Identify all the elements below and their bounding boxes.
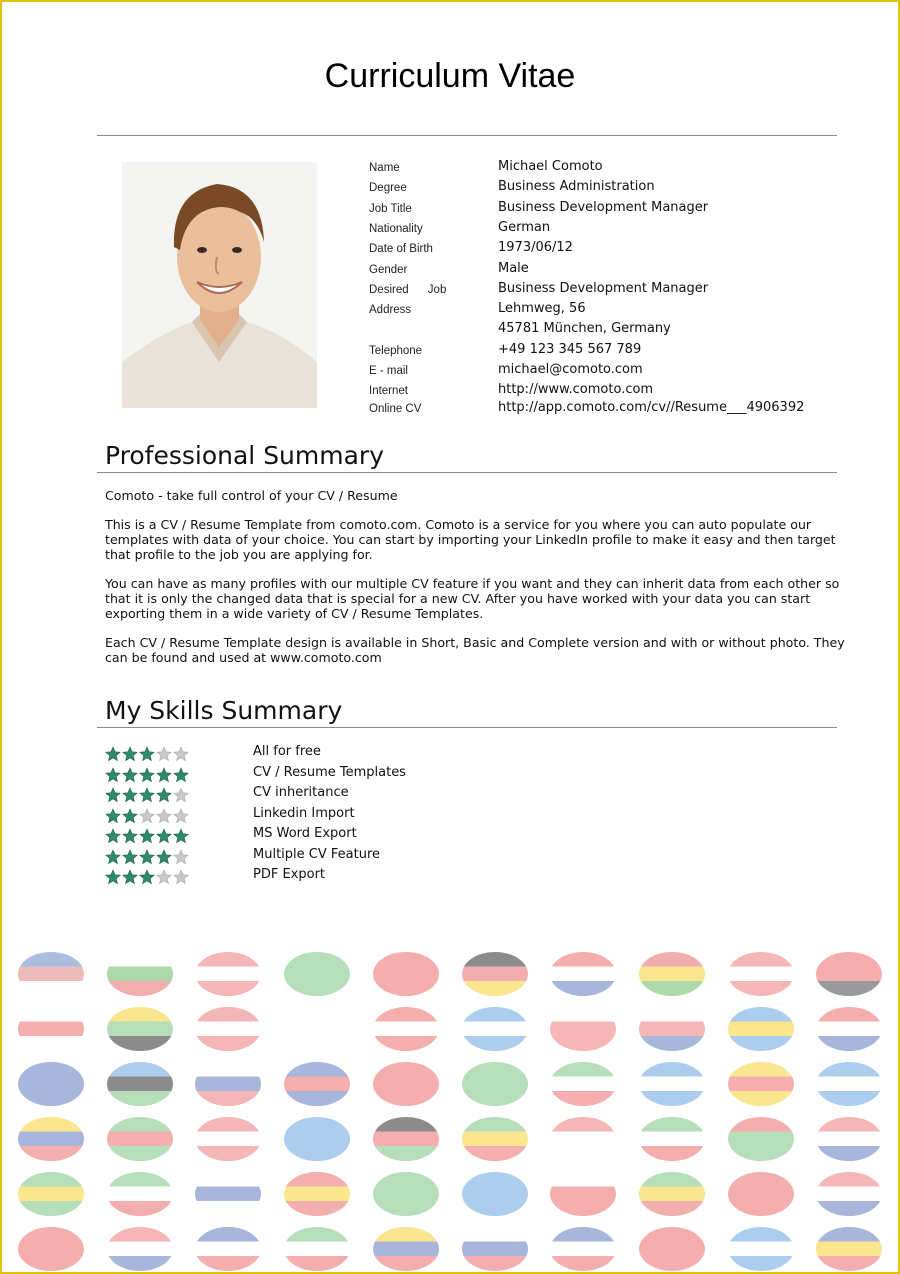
star-filled-icon xyxy=(139,767,155,783)
skill-name: All for free xyxy=(253,744,321,759)
info-row-email xyxy=(369,362,839,382)
skill-item xyxy=(105,847,605,867)
info-value: Lehmweg, 56 xyxy=(498,301,586,317)
info-value: Business Development Manager xyxy=(498,280,709,296)
info-label: Date of Birth xyxy=(369,243,433,256)
star-empty-icon xyxy=(173,787,189,803)
skill-item xyxy=(105,744,605,764)
skills-summary-divider xyxy=(97,727,837,728)
document-title: Curriculum Vitae xyxy=(324,57,576,95)
flag-icon xyxy=(373,952,439,996)
flag-icon xyxy=(18,1117,84,1161)
flag-icon xyxy=(816,1007,882,1051)
flag-icon xyxy=(816,1062,882,1106)
flag-icon xyxy=(728,1227,794,1271)
star-filled-icon xyxy=(173,828,189,844)
skills-summary-heading: My Skills Summary xyxy=(105,696,343,725)
skill-item xyxy=(105,867,605,887)
skill-name: PDF Export xyxy=(253,867,326,882)
professional-summary-divider xyxy=(97,472,837,473)
star-filled-icon xyxy=(105,849,121,865)
info-row-address xyxy=(369,301,839,321)
star-filled-icon xyxy=(105,746,121,762)
flag-icon xyxy=(550,1062,616,1106)
flag-icon xyxy=(550,1117,616,1161)
skill-item xyxy=(105,765,605,785)
flag-icon xyxy=(18,1007,84,1051)
skill-rating xyxy=(105,828,190,844)
flag-icon xyxy=(107,1172,173,1216)
info-value: Michael Comoto xyxy=(498,159,603,174)
star-filled-icon xyxy=(122,808,138,824)
flag-icon xyxy=(195,1062,261,1106)
skill-name: MS Word Export xyxy=(253,826,357,841)
title-divider xyxy=(97,135,837,136)
info-row-desired-job xyxy=(369,281,839,301)
star-filled-icon xyxy=(105,808,121,824)
flag-icon xyxy=(728,1117,794,1161)
star-filled-icon xyxy=(156,767,172,783)
info-value[interactable]: michael@comoto.com xyxy=(498,362,643,377)
star-filled-icon xyxy=(122,746,138,762)
star-filled-icon xyxy=(139,746,155,762)
star-filled-icon xyxy=(139,787,155,803)
info-label: Online CV xyxy=(369,403,422,415)
star-filled-icon xyxy=(122,869,138,885)
info-value: German xyxy=(498,219,551,235)
summary-paragraph: Each CV / Resume Template design is available in Short, Basic and Complete version and with or without photo. They can be found and used at www.comoto.com xyxy=(105,635,845,666)
star-filled-icon xyxy=(105,767,121,783)
info-row-nationality xyxy=(369,220,839,240)
flag-icon xyxy=(639,952,705,996)
flag-icon xyxy=(462,1227,528,1271)
flag-icon xyxy=(107,1117,173,1161)
flag-icon xyxy=(728,1172,794,1216)
flag-icon xyxy=(639,1172,705,1216)
info-row-online-cv xyxy=(369,400,839,420)
flag-icon xyxy=(462,1062,528,1106)
star-empty-icon xyxy=(156,808,172,824)
flag-icon xyxy=(18,1062,84,1106)
flag-icon xyxy=(550,952,616,996)
flag-icon xyxy=(18,952,84,996)
flag-icon xyxy=(373,1117,439,1161)
star-filled-icon xyxy=(105,787,121,803)
star-filled-icon xyxy=(139,869,155,885)
skill-item xyxy=(105,826,605,846)
flag-icon xyxy=(195,1172,261,1216)
info-label: Nationality xyxy=(369,222,423,235)
info-value: Business Development Manager xyxy=(498,199,709,215)
skill-rating xyxy=(105,808,190,824)
skill-name: CV / Resume Templates xyxy=(253,764,406,780)
star-filled-icon xyxy=(139,828,155,844)
skill-item xyxy=(105,785,605,805)
flag-icon xyxy=(107,952,173,996)
info-label: Job Title xyxy=(369,202,412,215)
star-filled-icon xyxy=(156,828,172,844)
flag-icon xyxy=(550,1007,616,1051)
info-label: E - mail xyxy=(369,365,408,377)
flag-icon xyxy=(550,1172,616,1216)
info-label: Degree xyxy=(369,182,407,195)
flag-icon xyxy=(816,1227,882,1271)
skill-rating xyxy=(105,746,190,762)
star-filled-icon xyxy=(105,828,121,844)
flag-icon xyxy=(462,1117,528,1161)
star-filled-icon xyxy=(122,828,138,844)
flag-background xyxy=(2,942,898,1272)
star-empty-icon xyxy=(139,808,155,824)
flag-icon xyxy=(284,1062,350,1106)
info-value: Male xyxy=(498,260,529,276)
flag-icon xyxy=(107,1227,173,1271)
info-value: Business Administration xyxy=(498,179,655,195)
skill-item xyxy=(105,806,605,826)
flag-icon xyxy=(284,1227,350,1271)
star-filled-icon xyxy=(173,767,189,783)
profile-photo xyxy=(122,162,317,408)
flag-icon xyxy=(373,1062,439,1106)
star-empty-icon xyxy=(173,746,189,762)
info-value[interactable]: http://app.comoto.com/cv//Resume___4906392 xyxy=(498,400,805,415)
star-filled-icon xyxy=(122,767,138,783)
flag-icon xyxy=(639,1062,705,1106)
flag-icon xyxy=(816,952,882,996)
flag-icon xyxy=(284,1117,350,1161)
info-row-telephone xyxy=(369,342,839,362)
info-value: +49 123 345 567 789 xyxy=(498,341,642,357)
flag-icon xyxy=(816,1117,882,1161)
flag-icon xyxy=(816,1172,882,1216)
flag-icon xyxy=(195,1007,261,1051)
info-row-gender xyxy=(369,261,839,281)
summary-paragraph: This is a CV / Resume Template from comoto.com. Comoto is a service for you where you can auto populate our templates with data of your choice. You can start by importing your LinkedIn profile to make it easy and then target that profile to the job you are applying for. xyxy=(105,517,836,562)
flag-icon xyxy=(373,1227,439,1271)
info-row-job-title xyxy=(369,200,839,220)
info-label: Internet xyxy=(369,385,408,398)
info-row-address-line2 xyxy=(369,321,839,341)
info-value: 45781 München, Germany xyxy=(498,321,671,337)
flag-icon xyxy=(195,952,261,996)
star-empty-icon xyxy=(156,869,172,885)
flag-icon xyxy=(639,1227,705,1271)
flag-icon xyxy=(195,1117,261,1161)
star-filled-icon xyxy=(105,869,121,885)
professional-summary-heading: Professional Summary xyxy=(105,441,385,470)
flag-icon xyxy=(18,1227,84,1271)
info-label: Name xyxy=(369,162,400,174)
flag-icon xyxy=(284,1172,350,1216)
flag-icon xyxy=(462,952,528,996)
flag-icon xyxy=(728,1062,794,1106)
info-row-dob xyxy=(369,240,839,260)
skill-name: CV inheritance xyxy=(253,785,349,800)
flag-icon xyxy=(284,1007,350,1051)
skill-rating xyxy=(105,767,190,783)
flag-icon xyxy=(462,1007,528,1051)
info-label: Desired Job xyxy=(369,283,447,296)
flag-icon xyxy=(462,1172,528,1216)
info-label: Address xyxy=(369,304,412,317)
flag-icon xyxy=(639,1117,705,1161)
star-filled-icon xyxy=(122,787,138,803)
star-empty-icon xyxy=(173,849,189,865)
star-empty-icon xyxy=(173,869,189,885)
flag-icon xyxy=(107,1062,173,1106)
star-filled-icon xyxy=(122,849,138,865)
skill-name: Linkedin Import xyxy=(253,805,355,821)
info-label: Telephone xyxy=(369,344,423,357)
flag-icon xyxy=(284,952,350,996)
info-value: 1973/06/12 xyxy=(498,240,573,256)
flag-icon xyxy=(195,1227,261,1271)
flag-icon xyxy=(639,1007,705,1051)
flag-icon xyxy=(373,1172,439,1216)
flag-icon xyxy=(18,1172,84,1216)
flag-icon xyxy=(107,1007,173,1051)
professional-summary-body xyxy=(105,489,845,681)
star-empty-icon xyxy=(156,746,172,762)
flag-icon xyxy=(728,1007,794,1051)
summary-paragraph: You can have as many profiles with our multiple CV feature if you want and they can inherit data from each other so that it is only the changed data that is special for a new CV. After you have worked with your data you can start exporting them in a wide variety of CV / Resume Templates. xyxy=(105,576,840,621)
info-label: Gender xyxy=(369,263,408,276)
star-filled-icon xyxy=(139,849,155,865)
flag-icon xyxy=(550,1227,616,1271)
star-empty-icon xyxy=(173,808,189,824)
skill-rating xyxy=(105,849,190,865)
info-row-degree xyxy=(369,179,839,199)
flag-icon xyxy=(728,952,794,996)
info-value[interactable]: http://www.comoto.com xyxy=(498,382,654,398)
skill-rating xyxy=(105,787,190,803)
summary-paragraph: Comoto - take full control of your CV / Resume xyxy=(105,488,398,503)
star-filled-icon xyxy=(156,787,172,803)
star-filled-icon xyxy=(156,849,172,865)
flag-icon xyxy=(373,1007,439,1051)
skill-rating xyxy=(105,869,190,885)
info-row-name xyxy=(369,159,839,179)
skill-name: Multiple CV Feature xyxy=(253,846,380,862)
